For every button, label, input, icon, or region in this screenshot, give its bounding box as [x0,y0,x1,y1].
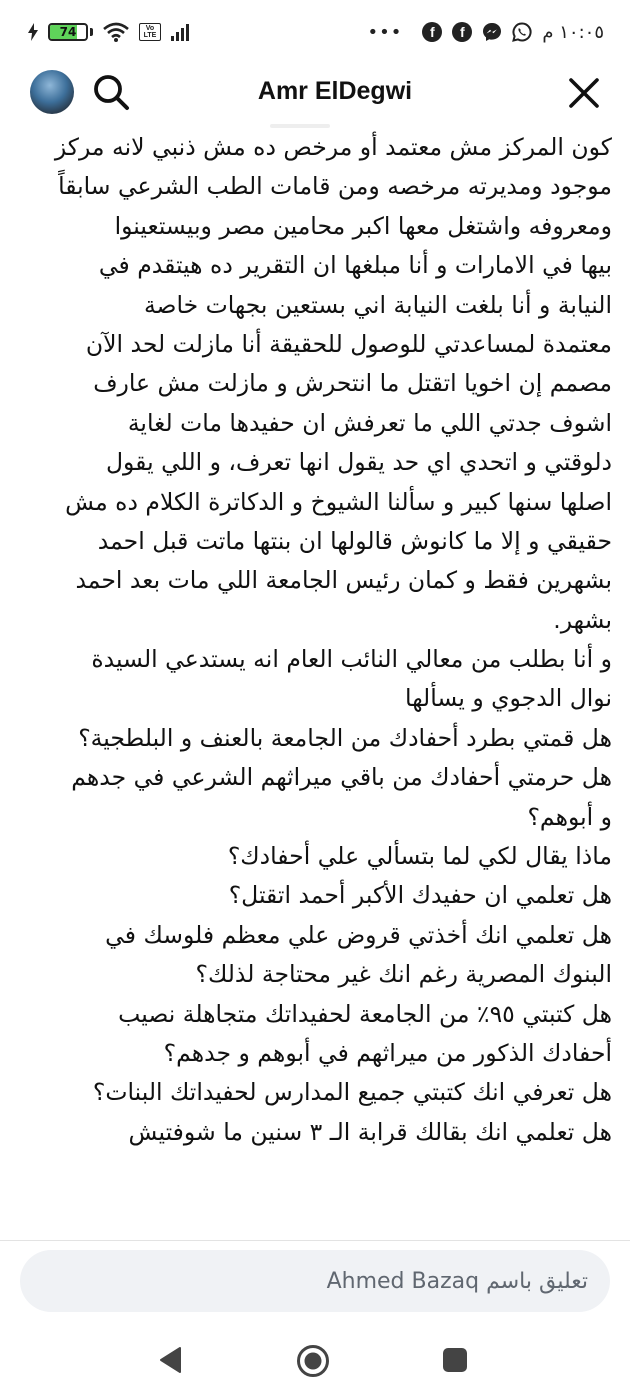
overflow-indicator: ••• [367,21,403,43]
post-line: البنوك المصرية رغم انك غير محتاجة لذلك؟ [195,960,612,989]
post-line: بشهرين فقط و كمان رئيس الجامعة اللي مات بعد احمد [75,566,612,595]
post-line: هل قمتي بطرد أحفادك من الجامعة بالعنف و البلطجية؟ [78,723,612,752]
post-line: بشهر. [553,605,612,634]
divider [0,1240,630,1241]
search-icon [92,73,130,111]
post-line: هل تعلمي ان حفيدك الأكبر أحمد اتقتل؟ [228,881,612,910]
post-line: هل تعلمي انك أخذتي قروض علي معظم فلوسك في [105,920,612,949]
post-line: اصلها سنها كبير و سألنا الشيوخ و الدكاترة الكلام ده مش [65,487,612,516]
charging-bolt-icon [28,23,38,41]
post-line: هل حرمتي أحفادك من باقي ميراثهم الشرعي في جدهم [71,763,612,792]
wifi-icon [103,22,129,42]
post-line: كون المركز مش معتمد أو مرخص ده مش ذنبي لانه مركز [54,133,612,161]
post-line: بيها في الامارات و أنا مبلغها ان التقرير ده هيتقدم في [98,251,612,280]
system-nav-bar [0,1325,630,1400]
home-icon[interactable] [296,1344,330,1378]
post-line: أحفادك الذكور من ميراثهم في أبوهم و جدهم؟ [163,1038,612,1067]
avatar[interactable] [30,70,74,114]
volte-badge: Vo LTE [139,23,161,41]
comment-input[interactable] [20,1250,610,1312]
whatsapp-icon [512,22,532,42]
post-line: النيابة و أنا بلغت النيابة اني بستعين بجهات خاصة [143,290,612,319]
status-right [368,22,604,43]
post-line: موجود ومديرته مرخصه ومن قامات الطب الشرعي سابقاً [58,172,612,201]
comment-box[interactable] [20,1250,610,1312]
post-line: حقيقي و إلا ما كانوش قالولها ان بنتها ماتت قبل احمد [97,526,612,555]
post-line: اشوف جدتي اللي ما تعرفش ان حفيدها مات لغاية [127,408,612,437]
signal-icon [171,23,191,41]
post-line: هل كتبتي ٩٥٪ من الجامعة لحفيداتك متجاهلة نصيب [118,999,612,1028]
back-icon[interactable] [158,1346,182,1374]
status-left [28,22,191,42]
search-button[interactable] [88,69,134,115]
post-line: هل تعلمي انك بقالك قرابة الـ ٣ سنين ما شوفتيش [128,1117,612,1146]
post-line: نوال الدجوي و يسألها [405,684,612,713]
post-line: مصمم إن اخويا اتقتل ما انتحرش و مازلت مش عارف [93,369,612,398]
close-icon [569,78,599,108]
post-line: هل تعرفي انك كتبتي جميع المدارس لحفيداتك البنات؟ [92,1078,612,1107]
page-title: Amr ElDegwi [257,77,413,105]
battery-level: 74 [59,25,77,39]
status-bar [0,0,630,64]
battery-indicator [48,23,93,41]
post-line: ومعروفه واشتغل معها اكبر محامين مصر وبيستعينوا [114,211,612,240]
post-line: و أبوهم؟ [527,802,612,831]
post-header [0,64,630,122]
facebook-icon: f [422,22,442,42]
post-line: و أنا بطلب من معالي النائب العام انه يستدعي السيدة [91,645,612,674]
post-line: معتمدة لمساعدتي للوصول للحقيقة أنا مازلت لحد الآن [85,329,612,358]
messenger-icon [482,22,502,42]
status-time: ١٠:٠٥ م [542,21,604,43]
post-line: ماذا يقال لكي لما بتسألي علي أحفادك؟ [227,842,612,871]
facebook-icon: f [452,22,472,42]
post-line: دلوقتي و اتحدي اي حد يقول انها تعرف، و اللي يقول [105,448,612,477]
recents-icon[interactable] [443,1348,467,1372]
close-button[interactable] [560,69,608,117]
post-text [18,128,612,1240]
